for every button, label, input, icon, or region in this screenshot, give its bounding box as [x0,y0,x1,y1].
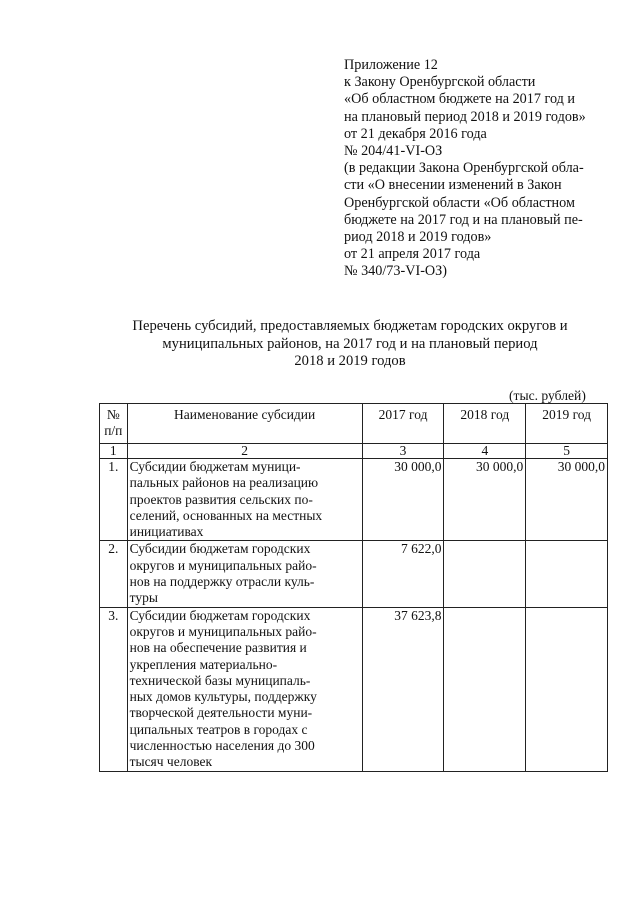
annex-line: Оренбургской области «Об областном [344,194,575,211]
title-line: Перечень субсидий, предоставляемых бюджетам городских округов и [132,318,568,334]
subsidy-name-line: Субсидии бюджетам городских [129,541,311,557]
value-2019 [526,607,608,771]
subsidy-name [127,459,362,541]
row-number: 3. [100,607,128,771]
value-2018 [444,607,526,771]
header-number: № п/п [100,404,128,444]
subsidy-name-line: Субсидии бюджетам городских [129,607,311,623]
column-number: 2 [127,444,362,459]
subsidy-name-line: укрепления материально- [129,656,278,672]
value-2019 [526,541,608,607]
annex-line: от 21 апреля 2017 года [344,246,481,263]
title-line: 2018 и 2019 годов [294,353,406,370]
subsidies-table [99,403,608,772]
subsidy-name-line: округов и муниципальных райо- [129,623,317,639]
annex-line: от 21 декабря 2016 года [344,125,487,142]
header-name: Наименование субсидии [127,404,362,444]
subsidy-name-line: туры [129,590,158,606]
value-2017: 30 000,0 [362,459,444,541]
row-number: 2. [100,541,128,607]
subsidy-name-line: пальных районов на реализацию [129,475,319,491]
table-row [100,459,608,541]
annex-header [344,57,614,280]
subsidy-name-line: Субсидии бюджетам муници- [129,459,301,474]
value-2018 [444,541,526,607]
header-2017: 2017 год [362,404,444,444]
table-row [100,607,608,771]
subsidy-name-line: технической базы муниципаль- [129,672,311,688]
subsidy-name [127,541,362,607]
value-2019: 30 000,0 [526,459,608,541]
annex-line: «Об областном бюджете на 2017 год и [344,91,576,108]
subsidy-name-line: нов на обеспечение развития и [129,640,307,656]
subsidy-name [127,607,362,771]
value-2018: 30 000,0 [444,459,526,541]
subsidy-name-line: нов на поддержку отрасли куль- [129,574,315,590]
header-2018: 2018 год [444,404,526,444]
annex-line: к Закону Оренбургской области [344,74,536,91]
column-number: 1 [100,444,128,459]
annex-line: (в редакции Закона Оренбургской обла- [344,160,584,177]
subsidy-name-line: округов и муниципальных райо- [129,557,317,573]
subsidy-name-line: селений, основанных на местных [129,507,323,523]
title-line: муниципальных районов, на 2017 год и на плановый период [162,335,538,352]
table-header-row [100,404,608,444]
column-number: 5 [526,444,608,459]
value-2017: 7 622,0 [362,541,444,607]
row-number: 1. [100,459,128,541]
header-2019: 2019 год [526,404,608,444]
subsidy-name-line: тысяч человек [129,754,213,770]
subsidy-name-line: ципальных театров в городах с [129,721,308,737]
units-label: (тыс. рублей) [509,388,586,403]
column-number: 4 [444,444,526,459]
column-number: 3 [362,444,444,459]
annex-line: риод 2018 и 2019 годов» [344,228,492,245]
subsidy-name-line: проектов развития сельских по- [129,491,313,507]
table-row [100,541,608,607]
annex-line: на плановый период 2018 и 2019 годов» [344,108,586,125]
annex-line: сти «О внесении изменений в Закон [344,177,562,194]
subsidy-name-line: численностью населения до 300 [129,738,315,754]
subsidy-name-line: ных домов культуры, поддержку [129,689,317,705]
annex-line: № 204/41-VI-ОЗ [344,142,443,159]
document-title [110,318,590,371]
subsidy-name-line: творческой деятельности муни- [129,705,313,721]
column-number-row [100,444,608,459]
value-2017: 37 623,8 [362,607,444,771]
annex-line: № 340/73-VI-ОЗ) [344,263,447,280]
annex-line: Приложение 12 [344,57,438,73]
annex-line: бюджете на 2017 год и на плановый пе- [344,211,583,228]
subsidy-name-line: инициативах [129,524,204,540]
